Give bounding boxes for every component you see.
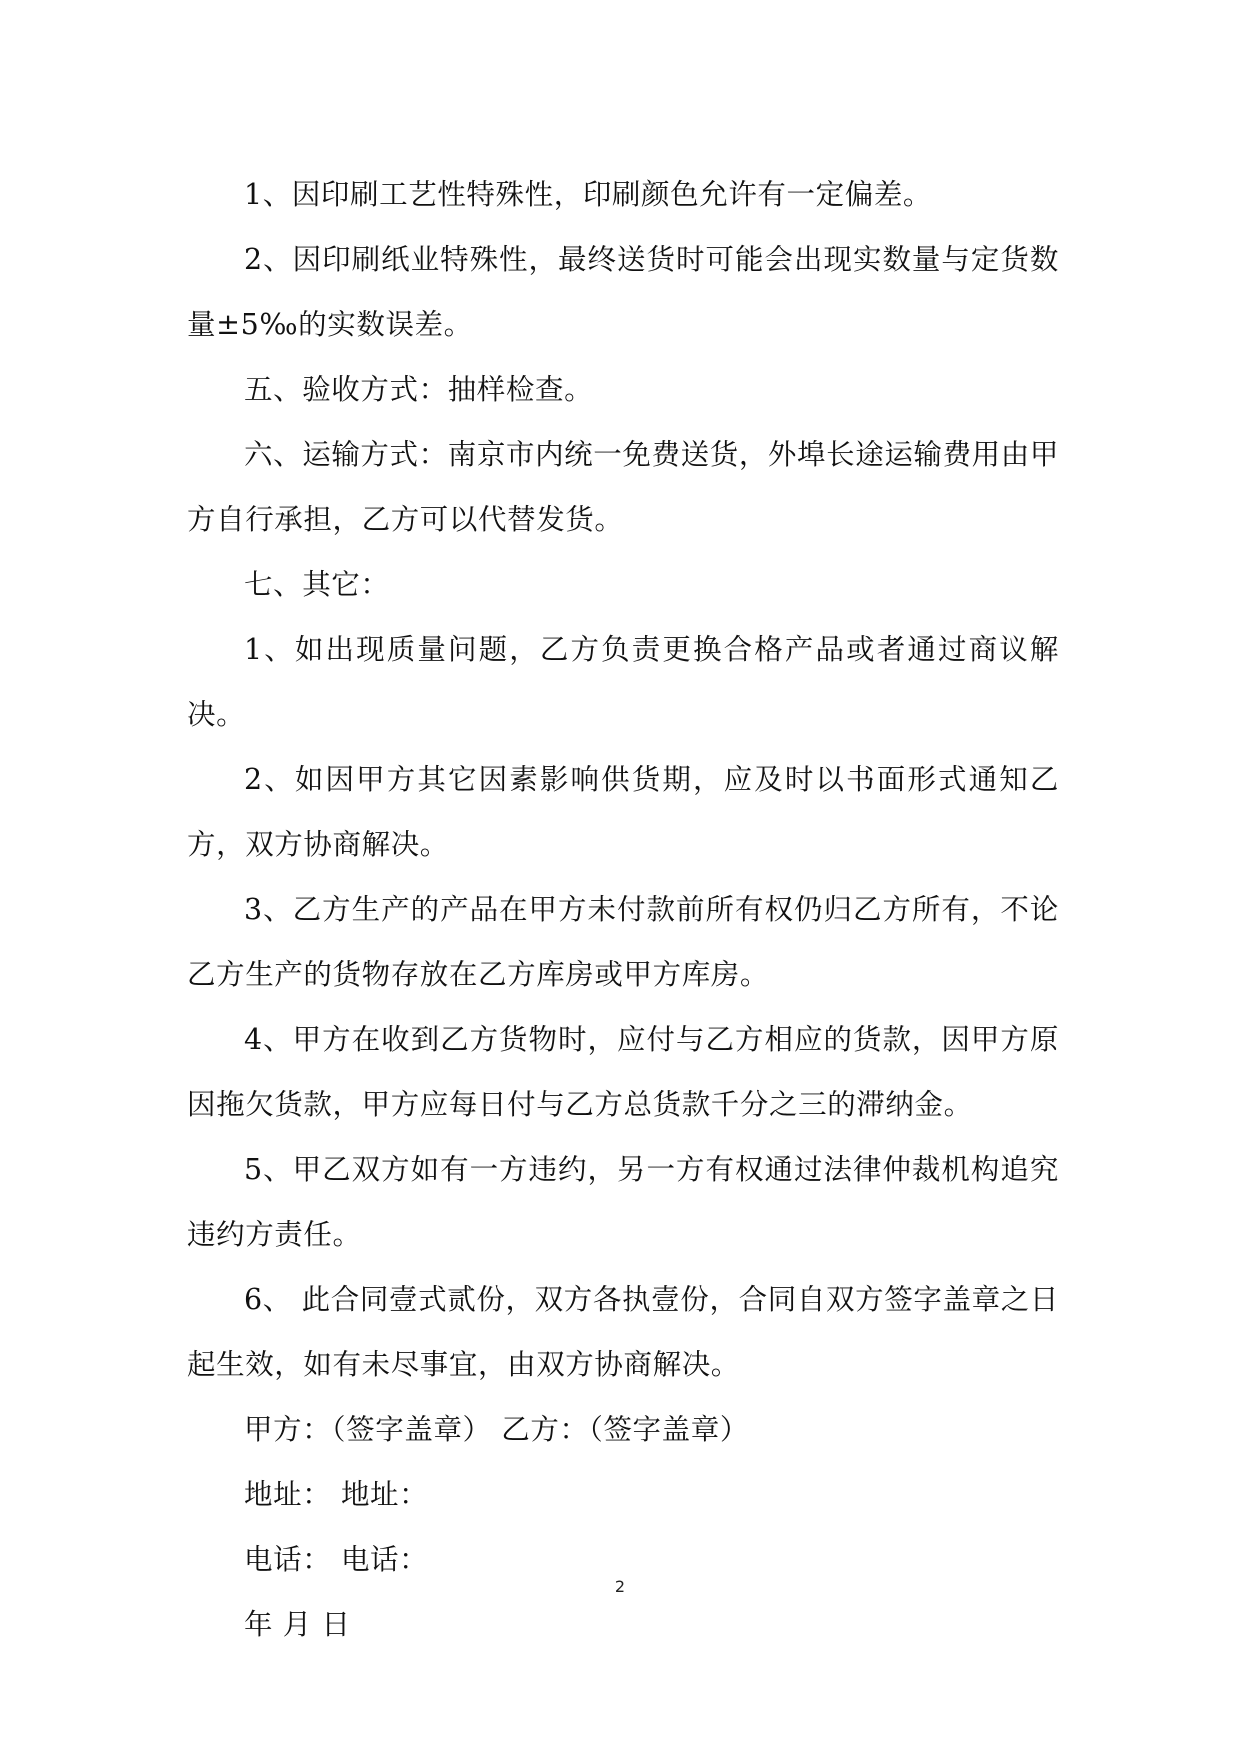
section-transport-method: 六、运输方式：南京市内统一免费送货，外埠长途运输费用由甲方自行承担，乙方可以代替发货。 — [187, 438, 1059, 536]
clause-ownership: 3、乙方生产的产品在甲方未付款前所有权仍归乙方所有，不论乙方生产的货物存放在乙方库房或甲方库房。 — [187, 893, 1059, 991]
clause-breach: 5、甲乙双方如有一方违约，另一方有权通过法律仲裁机构追究违约方责任。 — [187, 1153, 1059, 1251]
section-other-heading: 七、其它： — [244, 568, 390, 601]
signature-date: 年 月 日 — [244, 1608, 351, 1641]
clause-payment-penalty: 4、甲方在收到乙方货物时，应付与乙方相应的货款，因甲方原因拖欠货款，甲方应每日付与乙方总货款千分之三的滞纳金。 — [187, 1023, 1059, 1121]
clause-printing-color: 1、因印刷工艺性特殊性，印刷颜色允许有一定偏差。 — [244, 178, 933, 211]
clause-quality-issue: 1、如出现质量问题，乙方负责更换合格产品或者通过商议解决。 — [187, 633, 1059, 731]
clause-quantity-tolerance: 2、因印刷纸业特殊性，最终送货时可能会出现实数量与定货数量±5‰的实数误差。 — [187, 243, 1059, 341]
clause-copies-effective: 6、 此合同壹式贰份，双方各执壹份，合同自双方签字盖章之日起生效，如有未尽事宜，由双方协商解决。 — [187, 1283, 1059, 1381]
contract-body — [187, 162, 1059, 1657]
page-number: 2 — [614, 1577, 626, 1596]
clause-delivery-delay: 2、如因甲方其它因素影响供货期，应及时以书面形式通知乙方，双方协商解决。 — [187, 763, 1059, 861]
signature-parties: 甲方：（签字盖章） 乙方：（签字盖章） — [244, 1413, 749, 1446]
signature-phone: 电话： 电话： — [244, 1543, 429, 1576]
section-acceptance-method: 五、验收方式：抽样检查。 — [244, 373, 594, 406]
signature-address: 地址： 地址： — [244, 1478, 429, 1511]
